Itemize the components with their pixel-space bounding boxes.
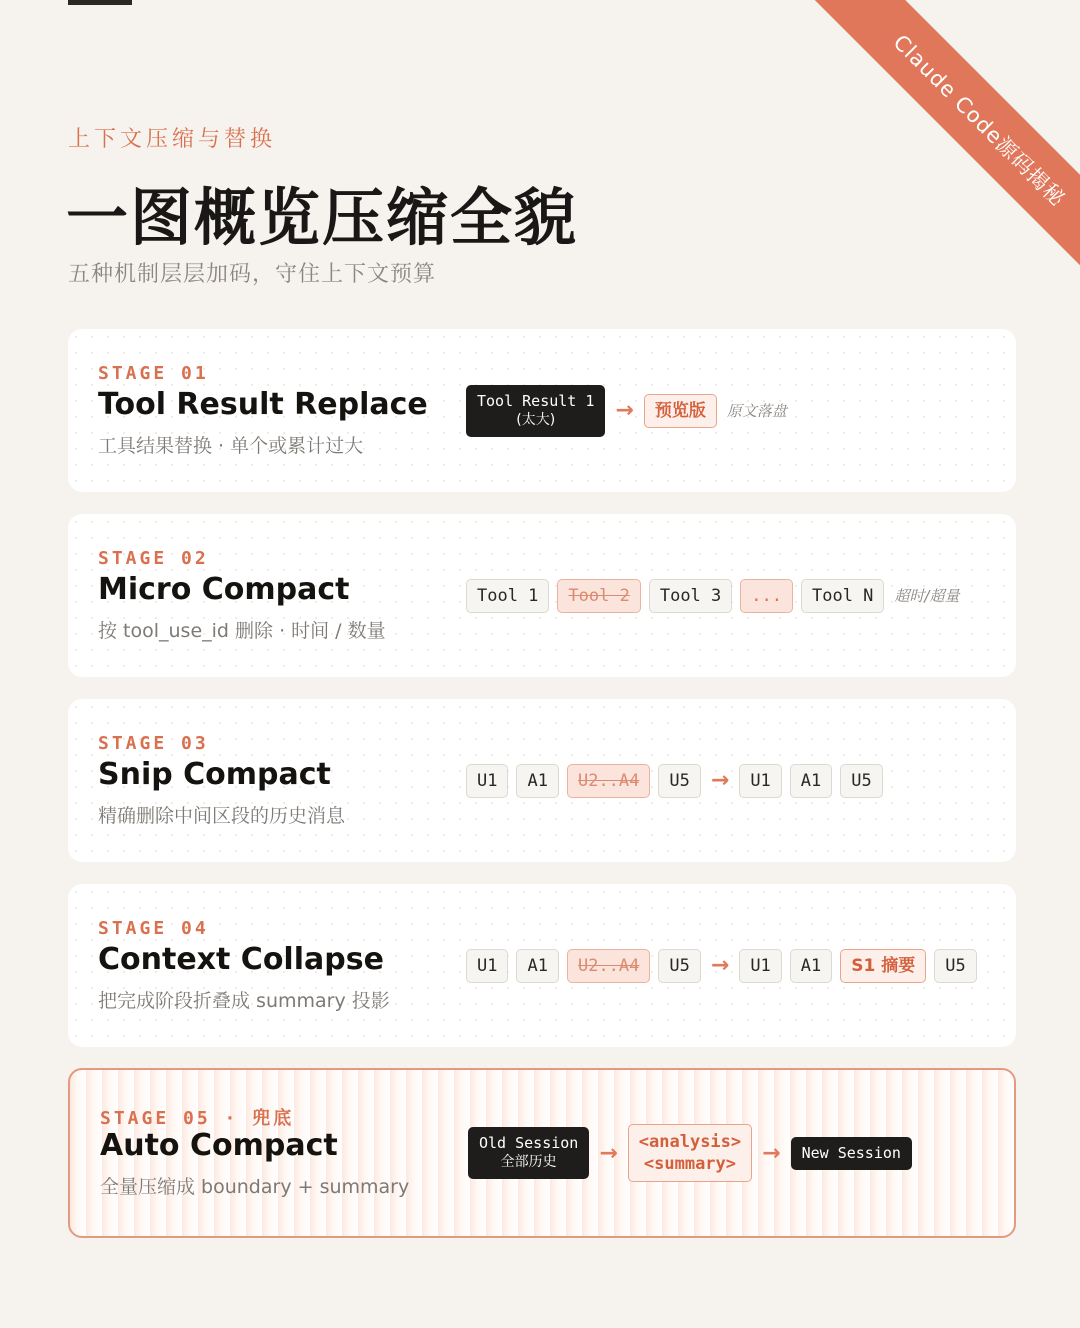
stage-flow — [466, 514, 959, 677]
tool-result-box — [466, 385, 605, 437]
stage-label: STAGE 01 — [98, 363, 209, 384]
stage-label: STAGE 03 — [98, 733, 209, 754]
new-session-box: New Session — [791, 1137, 912, 1170]
message-chip: A1 — [790, 764, 832, 798]
preview-chip: 预览版 — [644, 394, 717, 428]
arrow-icon: → — [710, 953, 730, 978]
flow-note: 超时/超量 — [894, 587, 960, 605]
ribbon-text: Claude Code源码揭秘 — [802, 0, 1080, 298]
page-subtitle: 五种机制层层加码，守住上下文预算 — [68, 262, 437, 287]
stage-card-01 — [68, 329, 1016, 492]
top-accent-bar — [68, 0, 132, 5]
message-chip: A1 — [516, 764, 558, 798]
arrow-icon: → — [762, 1140, 781, 1166]
stage-title: Snip Compact — [98, 757, 331, 792]
tool-chip-removed: Tool 2 — [557, 579, 640, 613]
stage-flow — [466, 884, 977, 1047]
message-chip: U5 — [840, 764, 882, 798]
message-chip: U1 — [739, 949, 781, 983]
summary-chip: S1 摘要 — [840, 949, 926, 983]
stage-card-02 — [68, 514, 1016, 677]
message-chip: U5 — [658, 949, 700, 983]
message-chip-removed: U2..A4 — [567, 764, 650, 798]
arrow-icon: → — [710, 768, 730, 793]
message-chip: U1 — [466, 949, 508, 983]
stage-card-04 — [68, 884, 1016, 1047]
stage-title: Context Collapse — [98, 942, 384, 977]
page-title: 一图概览压缩全貌 — [66, 181, 579, 254]
stage-description: 精确删除中间区段的历史消息 — [98, 805, 346, 827]
stage-title: Tool Result Replace — [98, 387, 428, 422]
box-line1: Tool Result 1 — [477, 391, 595, 410]
stage-flow — [466, 699, 883, 862]
tool-chip: Tool 1 — [466, 579, 549, 613]
stage-description: 全量压缩成 boundary + summary — [100, 1176, 410, 1198]
old-session-box — [468, 1127, 589, 1179]
tool-chip: Tool N — [801, 579, 884, 613]
message-chip: U1 — [466, 764, 508, 798]
message-chip-removed: U2..A4 — [567, 949, 650, 983]
stage-description: 把完成阶段折叠成 summary 投影 — [98, 990, 390, 1012]
stage-card-05 — [68, 1068, 1016, 1238]
tool-chip: Tool 3 — [649, 579, 732, 613]
stage-description: 按 tool_use_id 删除 · 时间 / 数量 — [98, 620, 386, 642]
box-line1: Old Session — [479, 1134, 579, 1152]
message-chip: U1 — [739, 764, 781, 798]
message-chip: A1 — [516, 949, 558, 983]
stage-title: Auto Compact — [100, 1128, 338, 1163]
summary-tag-box — [628, 1124, 752, 1182]
box-line2: 全部历史 — [500, 1154, 557, 1170]
stage-title: Micro Compact — [98, 572, 350, 607]
arrow-icon: → — [599, 1140, 618, 1166]
tag-line2: <summary> — [643, 1154, 737, 1174]
eyebrow: 上下文压缩与替换 — [68, 127, 277, 152]
stage-flow — [466, 329, 787, 492]
flow-note: 原文落盘 — [726, 402, 787, 420]
ellipsis-chip: ... — [740, 579, 793, 613]
stage-label: STAGE 04 — [98, 918, 209, 939]
corner-ribbon — [780, 0, 1080, 300]
tag-line1: <analysis> — [638, 1132, 742, 1152]
stage-description: 工具结果替换 · 单个或累计过大 — [98, 435, 364, 457]
box-line2: (太大) — [516, 411, 556, 428]
message-chip: U5 — [658, 764, 700, 798]
stage-flow — [468, 1070, 912, 1236]
message-chip: U5 — [934, 949, 976, 983]
message-chip: A1 — [790, 949, 832, 983]
stage-label: STAGE 02 — [98, 548, 209, 569]
arrow-icon: → — [615, 398, 634, 423]
stage-label: STAGE 05 · 兜底 — [100, 1108, 295, 1129]
stage-card-03 — [68, 699, 1016, 862]
